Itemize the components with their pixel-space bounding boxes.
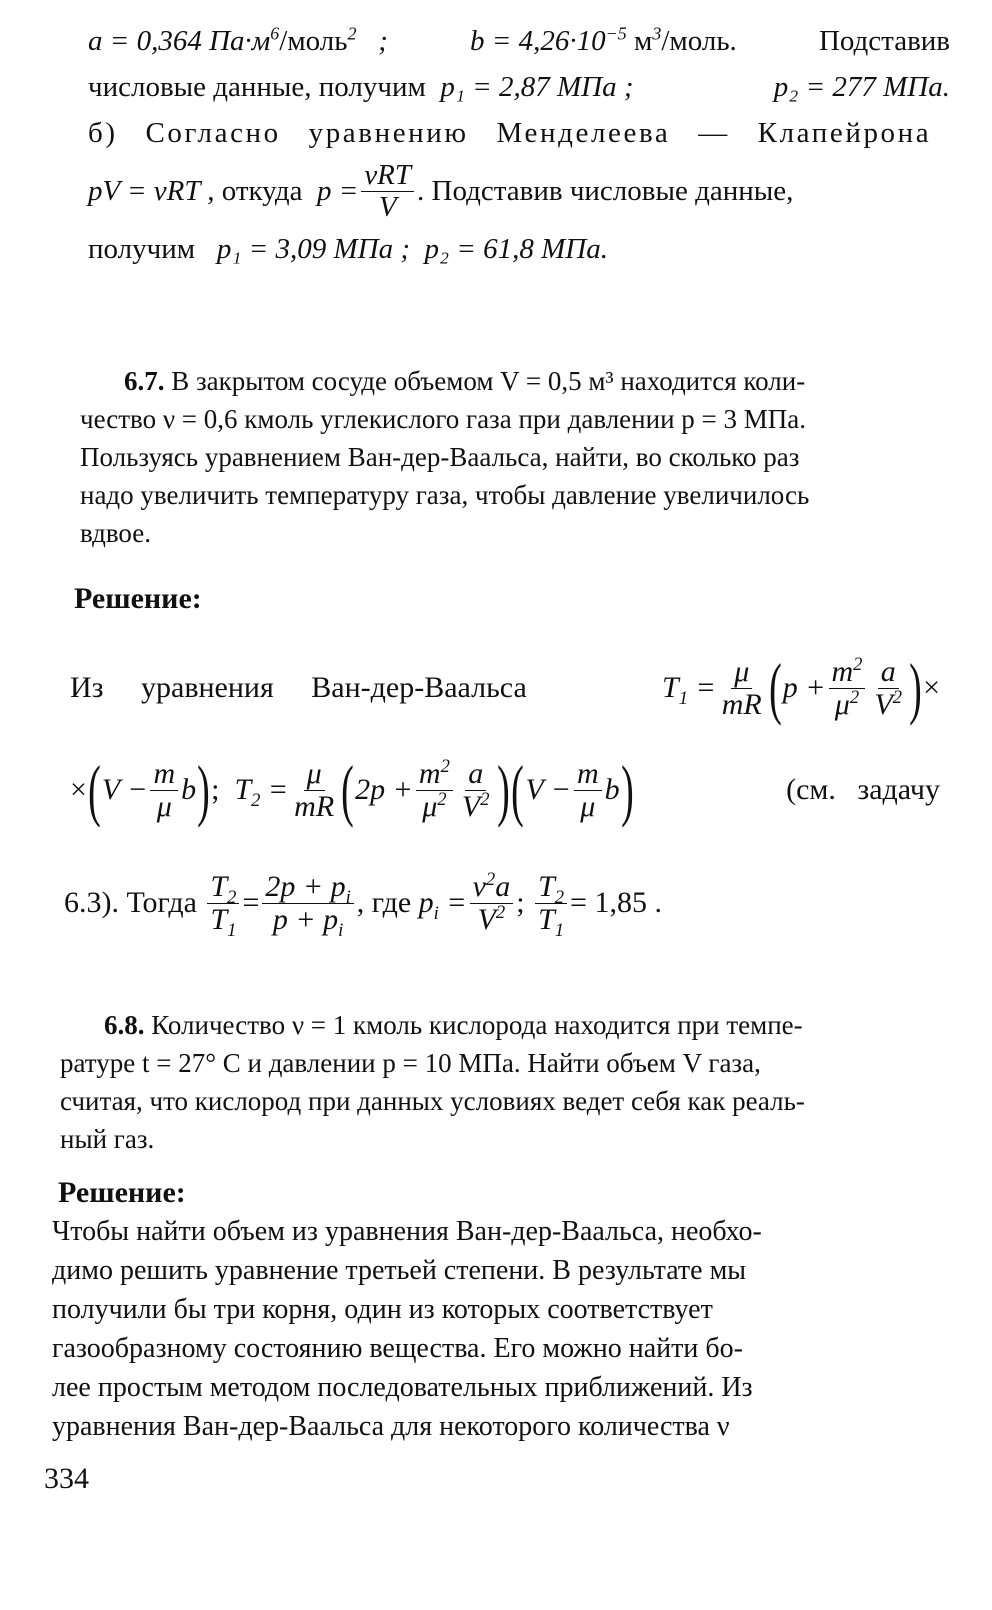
fraction-nuRT-over-V: $\frac{\text{νRT}}{V}$ <box>361 160 414 222</box>
problem-6-7-line-3: Пользуясь уравнением Ван-дер-Ваальса, найти, во сколько раз <box>80 442 800 472</box>
solution-line-2: димо решить уравнение третьей степени. В результате мы <box>52 1255 747 1286</box>
top-line-1-text: Подставив <box>818 25 950 57</box>
solution-heading-6-8: Решение: <box>58 1176 186 1209</box>
solution-6-8-text <box>52 1212 928 1446</box>
solution-line-6: уравнения Ван-дер-Ваальса для некоторого количества ν <box>52 1411 730 1442</box>
formula-ratio-line: 6.3). Тогда $\frac{T_2}{T_1}$ = $\frac{2p + p_i}{p + p_i}$ , где $p_i$ = $\frac{\nu^2a}{V^2}$ ; $\frac{T_2}{T_1}$ = 1,85 . <box>64 869 662 941</box>
p1-result: p₁ = 2,87 МПа ; <box>440 71 634 103</box>
formula-T2-line: × ( V − $\frac{m}{\mu}$ b ) ; $T_2$ = $\frac{\mu}{mR}$ ( 2p + $\frac{m^2}{\mu^2}$ $\frac{a}{V^2}$ ) ( V − $\frac{m}{\mu}$ b ) (см. задачу <box>70 751 940 828</box>
problem-6-7-line-1: 6.7. В закрытом сосуде объемом V = 0,5 м³ находится коли- <box>124 366 806 396</box>
solution-line-3: получили бы три корня, один из которых соответствует <box>52 1294 713 1325</box>
problem-6-8-line-2: ратуре t = 27° C и давлении p = 10 МПа. Найти объем V газа, <box>60 1048 761 1078</box>
problem-6-7-line-2: чество ν = 0,6 кмоль углекислого газа при давлении p = 3 МПа. <box>80 404 806 434</box>
top-line-4: pV = νRT , откуда p = $\frac{\text{νRT}}{V}$ . Подставив числовые данные, <box>88 159 794 223</box>
problem-6-8-statement <box>60 1006 928 1158</box>
p2-result: p₂ = 277 МПа. <box>773 71 950 103</box>
problem-6-7-line-4: надо увеличить температуру газа, чтобы давление увеличилось <box>80 480 810 510</box>
solution-line-5: лее простым методом последовательных приближений. Из <box>52 1372 753 1403</box>
ratio-result: = 1,85 . <box>570 886 662 919</box>
a-equation: a = 0,364 $Па\cdot м^6/моль^2$ ; <box>88 23 388 57</box>
problem-number: 6.7. <box>124 366 165 396</box>
page-number: 334 <box>44 1462 89 1495</box>
top-block <box>88 18 950 272</box>
solution-line-4: газообразному состоянию вещества. Его можно найти бо- <box>52 1333 743 1364</box>
problem-6-7-line-5: вдвое. <box>80 518 151 548</box>
top-line-3: б) Согласно уравнению Менделеева — Клапейрона <box>88 117 932 149</box>
top-line-2 <box>88 64 950 110</box>
top-line-2-text: числовые данные, получим <box>88 71 426 103</box>
problem-6-8-line-3: считая, что кислород при данных условиях ведет себя как реаль- <box>60 1086 805 1116</box>
solution-heading-6-7: Решение: <box>74 582 202 615</box>
top-line-5: получим p₁ = 3,09 МПа ; p₂ = 61,8 МПа. <box>88 233 609 265</box>
formula-T1-line: Из уравнения Ван-дер-Ваальса $T_1$ = $\frac{\mu}{mR}$ ( p + $\frac{m^2}{\mu^2}$ $\frac{a}{V^2}$ ) × <box>70 649 940 726</box>
b-equation: $b = 4,26\cdot 10^{-5}$ $м^3$/моль. <box>470 23 737 57</box>
problem-6-8-line-1: 6.8. Количество ν = 1 кмоль кислорода находится при темпе- <box>104 1010 803 1040</box>
top-line-1 <box>88 18 950 64</box>
problem-6-8-line-4: ный газ. <box>60 1124 155 1154</box>
problem-6-7-statement <box>80 362 942 552</box>
solution-line-1: Чтобы найти объем из уравнения Ван-дер-Ваальса, необхо- <box>52 1216 762 1247</box>
